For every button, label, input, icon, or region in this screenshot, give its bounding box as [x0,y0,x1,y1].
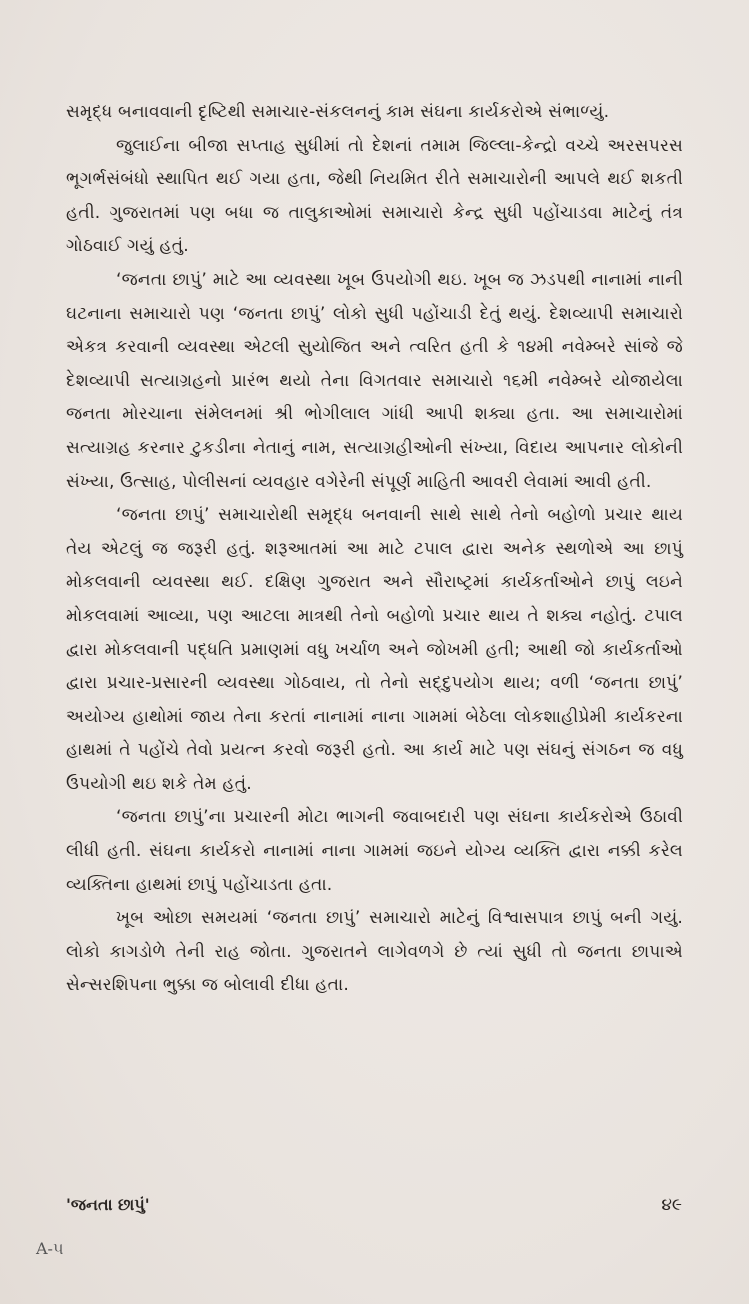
running-footer-title: 'જનતા છાપું' [66,1195,150,1214]
paragraph-3: ‘જનતા છાપું’ માટે આ વ્યવસ્થા ખૂબ ઉપયોગી થઇ. ખૂબ જ ઝડપથી નાનામાં નાની ઘટનાના સમાચારો પણ ‘જનતા છાપું’ લોકો સુધી પહોંચાડી દેતું થયું. દેશવ્યાપી સમાચારો એકત્ર કરવાની વ્યવસ્થા એટલી સુયોજિત અને ત્વરિત હતી કે ૧૪મી નવેમ્બરે સાંજે જે દેશવ્યાપી સત્યાગ્રહનો પ્રારંભ થયો તેના વિગતવાર સમાચારો ૧૬મી નવેમ્બરે યોજાયેલા જનતા મોરચાના સંમેલનમાં શ્રી ભોગીલાલ ગાંધી આપી શક્યા હતા. આ સમાચારોમાં સત્યાગ્રહ કરનાર ટુકડીના નેતાનું નામ, સત્યાગ્રહીઓની સંખ્યા, વિદાય આપનાર લોકોની સંખ્યા, ઉત્સાહ, પોલીસનાં વ્યવહાર વગેરેની સંપૂર્ણ માહિતી આવરી લેવામાં આવી હતી. [66,269,683,492]
paragraph-6: ખૂબ ઓછા સમયમાં ‘જનતા છાપું’ સમાચારો માટેનું વિશ્વાસપાત્ર છાપું બની ગયું. લોકો કાગડોળે તેની રાહ જોતા. ગુજરાતને લાગેવળગે છે ત્યાં સુધી તો જનતા છાપાએ સેન્સરશિપના ભુક્કા જ બોલાવી દીધા હતા. [66,908,683,996]
paragraph-4: ‘જનતા છાપું’ સમાચારોથી સમૃદ્ધ બનવાની સાથે સાથે તેનો બહોળો પ્રચાર થાય તેય એટલું જ જરૂરી હતું. શરૂઆતમાં આ માટે ટપાલ દ્વારા અનેક સ્થળોએ આ છાપું મોકલવાની વ્યવસ્થા થઈ. દક્ષિણ ગુજરાત અને સૌરાષ્ટ્રમાં કાર્યકર્તાઓને છાપું લઇને મોકલવામાં આવ્યા, પણ આટલા માત્રથી તેનો બહોળો પ્રચાર થાય તે શક્ય નહોતું. ટપાલ દ્વારા મોકલવાની પદ્ધતિ પ્રમાણમાં વધુ ખર્ચાળ અને જોખમી હતી; આથી જો કાર્યકર્તાઓ દ્વારા પ્રચાર-પ્રસારની વ્યવસ્થા ગોઠવાય, તો તેનો સદ્દુપયોગ થાય; વળી ‘જનતા છાપું’ અયોગ્ય હાથોમાં જાય તેના કરતાં નાનામાં નાના ગામમાં બેઠેલા લોકશાહીપ્રેમી કાર્યકરના હાથમાં તે પહોંચે તેવો પ્રયત્ન કરવો જરૂરી હતો. આ કાર્ય માટે પણ સંઘનું સંગઠન જ વધુ ઉપયોગી થઇ શકે તેમ હતું. [66,505,683,794]
signature-mark: A-૫ [36,1239,64,1258]
paragraph-2: જુલાઈના બીજા સપ્તાહ સુધીમાં તો દેશનાં તમામ જિલ્લા-કેન્દ્રો વચ્ચે અરસપરસ ભૂગર્ભસંબંધો સ્થાપિત થઈ ગયા હતા, જેથી નિયમિત રીતે સમાચારોની આપલે થઈ શકતી હતી. ગુજરાતમાં પણ બધા જ તાલુકાઓમાં સમાચારો કેન્દ્ર સુધી પહોંચાડવા માટેનું તંત્ર ગોઠવાઈ ગયું હતું. [66,135,683,257]
page-body [66,96,683,1003]
page-number: ૪૯ [661,1195,682,1215]
paragraph-5: ‘જનતા છાપું’ના પ્રચારની મોટા ભાગની જવાબદારી પણ સંઘના કાર્યકરોએ ઉઠાવી લીધી હતી. સંઘના કાર્યકરો નાનામાં નાના ગામમાં જઇને યોગ્ય વ્યક્તિ દ્વારા નક્કી કરેલ વ્યક્તિના હાથમાં છાપું પહોંચાડતા હતા. [66,807,683,895]
paragraph-1: સમૃદ્ધ બનાવવાની દૃષ્ટિથી સમાચાર-સંકલનનું કામ સંઘના કાર્યકરોએ સંભાળ્યું. [66,102,610,122]
